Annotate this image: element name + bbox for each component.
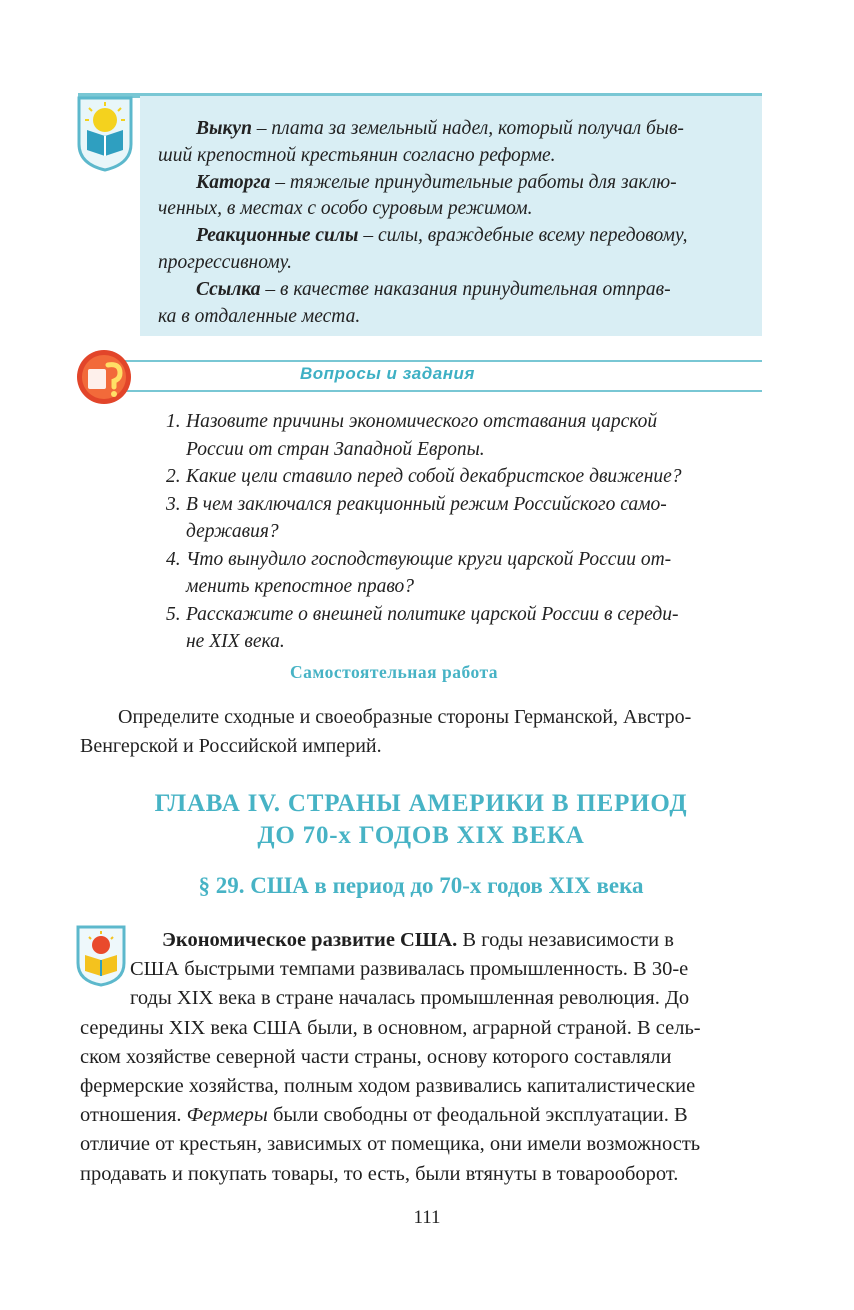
- question-text-cont: не XIX века.: [186, 631, 285, 652]
- question-text: Расскажите о внешней политике царской России в середи-: [186, 603, 679, 625]
- question-item: [160, 601, 750, 656]
- body-line: продавать и покупать товары, то есть, были втянуты в товарооборот.: [80, 1162, 679, 1185]
- glossary-definition: – плата за земельный надел, который получал быв-: [251, 118, 684, 139]
- glossary-entry: [158, 223, 748, 250]
- glossary-term: Каторга: [196, 171, 271, 193]
- question-number: 2.: [166, 466, 181, 487]
- glossary-definition-cont: ка в отдаленные места.: [158, 305, 361, 327]
- body-line: США быстрыми темпами развивалась промышленность. В 30-е: [130, 958, 689, 981]
- question-item: [160, 491, 750, 546]
- question-number: 3.: [166, 493, 181, 515]
- question-number: 4.: [166, 548, 181, 570]
- questions-heading: Вопросы и задания: [300, 364, 475, 383]
- glossary-term: Реакционные силы: [196, 225, 359, 247]
- question-text-cont: России от стран Западной Европы.: [186, 438, 485, 460]
- body-line-text: В годы независимости в: [457, 929, 674, 951]
- chapter-title-line: ДО 70-х ГОДОВ XIX ВЕКА: [257, 822, 585, 849]
- body-line-text: были свободны от феодальной эксплуатации. В: [267, 1104, 688, 1127]
- question-text-cont: державия?: [186, 521, 279, 542]
- self-work-text: Определите сходные и своеобразные стороны Германской, Австро-Венгерской и Российской империй.: [80, 706, 692, 757]
- page-number: 111: [413, 1207, 441, 1228]
- question-text: Что вынудило господствующие круги царской России от-: [186, 548, 672, 570]
- self-work-heading: Самостоятельная работа: [290, 662, 499, 682]
- question-text: Какие цели ставило перед собой декабристское движение?: [186, 466, 682, 487]
- question-number: 1.: [166, 411, 181, 432]
- questions-bottom-rule: [125, 390, 762, 392]
- body-line: фермерские хозяйства, полным ходом развивались капиталистические: [80, 1075, 696, 1098]
- body-paragraph: [80, 926, 762, 1189]
- glossary-term: Выкуп: [196, 118, 252, 139]
- body-line: ском хозяйстве северной части страны, основу которого составляли: [80, 1045, 672, 1068]
- glossary-entry: [158, 116, 748, 143]
- glossary-entry: [158, 277, 748, 304]
- question-number: 5.: [166, 603, 181, 625]
- chapter-title: [80, 788, 762, 852]
- glossary-entry: [158, 170, 748, 197]
- glossary-definition-cont: прогрессивному.: [158, 251, 292, 273]
- glossary-definition: – силы, враждебные всему передовому,: [358, 225, 688, 247]
- term-farmers: Фермеры: [186, 1104, 268, 1127]
- question-item: [160, 546, 750, 601]
- body-line: отличие от крестьян, зависимых от помещика, они имели возможность: [80, 1133, 701, 1156]
- question-text-cont: менить крепостное право?: [186, 576, 415, 597]
- glossary-term: Ссылка: [196, 278, 261, 300]
- book-sun-icon: [75, 96, 135, 172]
- question-mark-icon: [74, 347, 134, 407]
- body-line-text: отношения.: [80, 1104, 187, 1127]
- questions-top-rule: [125, 360, 762, 362]
- body-line: середины XIX века США были, в основном, аграрной страной. В сель-: [80, 1016, 701, 1039]
- chapter-title-line: ГЛАВА IV. СТРАНЫ АМЕРИКИ В ПЕРИОД: [154, 790, 688, 817]
- question-text: Назовите причины экономического отставания царской: [186, 411, 658, 432]
- glossary-definition-cont: ший крепостной крестьянин согласно реформе.: [158, 144, 556, 166]
- glossary-definition: – тяжелые принудительные работы для заклю-: [270, 171, 677, 193]
- section-title: § 29. США в период до 70-х годов XIX века: [198, 873, 644, 898]
- glossary-definition: – в качестве наказания принудительная отправ-: [260, 278, 671, 300]
- question-item: [160, 463, 750, 491]
- question-text: В чем заключался реакционный режим Российского само-: [186, 493, 667, 515]
- glossary-text: [158, 116, 748, 330]
- questions-list: [160, 408, 750, 656]
- question-item: [160, 408, 750, 463]
- body-line: [80, 1101, 762, 1130]
- body-heading: Экономическое развитие США.: [162, 929, 458, 951]
- body-line: годы XIX века в стране началась промышленная революция. До: [130, 987, 690, 1010]
- body-line: [80, 926, 762, 955]
- glossary-definition-cont: ченных, в местах с особо суровым режимом.: [158, 198, 533, 220]
